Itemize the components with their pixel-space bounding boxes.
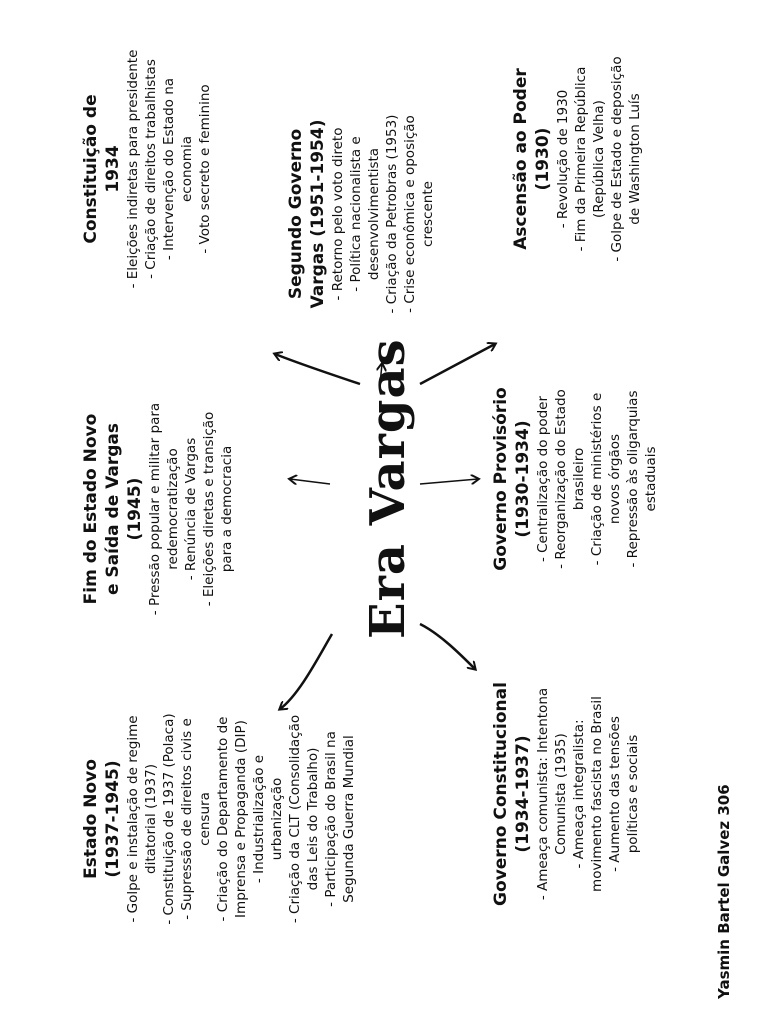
block-heading: Governo Constitucional (1934-1937) — [491, 682, 533, 906]
list-item: para a democracia — [219, 445, 235, 573]
list-item: - Criação da Petrobras (1953) — [384, 114, 400, 314]
block-items — [124, 669, 358, 969]
block-heading: Ascensão ao Poder (1930) — [511, 68, 553, 250]
block-items — [124, 19, 214, 319]
list-item: - Constituição de 1937 (Polaca) — [161, 713, 177, 925]
block-heading: Segundo Governo Vargas (1951-1954) — [286, 119, 328, 309]
list-item: - Política nacionalista e — [348, 136, 364, 292]
list-item: (República Velha) — [591, 100, 607, 218]
list-item: - Repressão às oligarquias — [625, 390, 641, 568]
list-item: - Criação da CLT (Consolidação — [287, 714, 303, 924]
list-item: - Criação de ministérios e — [589, 392, 605, 566]
list-item: - Ameaça comunista: Intentona — [535, 687, 551, 901]
list-item: redemocratização — [165, 448, 181, 570]
block-items — [534, 659, 642, 929]
list-item: - Crise econômica e oposição — [402, 115, 418, 313]
list-item: crescente — [420, 181, 436, 247]
block-heading: Constituição de 1934 — [81, 94, 123, 244]
list-item: - Reorganização do Estado — [553, 389, 569, 569]
list-item: estaduais — [643, 446, 659, 512]
list-item: Imprensa e Propaganda (DIP) — [233, 720, 249, 918]
list-item: - Centralização do poder — [535, 395, 551, 563]
constituicao-1934-block — [80, 19, 214, 319]
list-item: censura — [197, 792, 213, 846]
block-items — [534, 359, 660, 599]
main-title: Era Vargas — [360, 338, 416, 639]
list-item: - Voto secreto e feminino — [197, 84, 213, 254]
list-item: - Revolução de 1930 — [555, 89, 571, 229]
list-item: movimento fascista no Brasil — [589, 696, 605, 892]
block-items — [329, 94, 437, 334]
arrow-to-governo-constitucional — [420, 624, 475, 669]
list-item: novos órgãos — [607, 433, 623, 525]
list-item: - Fim da Primeira República — [573, 66, 589, 252]
list-item: - Eleições diretas e transição — [201, 411, 217, 607]
list-item: políticas e sociais — [625, 734, 641, 854]
list-item: ditatorial (1937) — [143, 764, 159, 874]
author-signature: Yasmin Bartel Galvez 306 — [715, 784, 733, 999]
list-item: - Participação do Brasil na — [323, 731, 339, 907]
list-item: brasileiro — [571, 447, 587, 511]
block-heading: Fim do Estado Novo e Saída de Vargas (1945) — [81, 413, 145, 605]
list-item: desenvolvimentista — [366, 147, 382, 281]
arrow-to-constituicao — [275, 354, 360, 384]
estado-novo-block — [80, 669, 358, 969]
segundo-governo-block — [285, 94, 437, 334]
list-item: - Intervenção do Estado na — [161, 77, 177, 261]
list-item: das Leis do Trabalho) — [305, 747, 321, 891]
list-item: economia — [179, 136, 195, 202]
list-item: - Criação do Departamento de — [215, 716, 231, 922]
list-item: - Ameaça integralista: — [571, 719, 587, 869]
list-item: de Washington Luís — [627, 93, 643, 225]
list-item: - Criação de direitos trabalhistas — [143, 59, 159, 279]
list-item: - Eleições indiretas para presidente — [125, 49, 141, 289]
list-item: - Industrialização e — [251, 754, 267, 884]
governo-constitucional-block — [490, 659, 642, 929]
block-heading: Estado Novo (1937-1945) — [81, 759, 123, 879]
list-item: - Golpe e instalação de regime — [125, 715, 141, 923]
arrow-to-governo-provisorio — [420, 479, 478, 484]
list-item: - Golpe de Estado e deposição — [609, 56, 625, 262]
ascensao-block — [510, 29, 644, 289]
list-item: - Aumento das tensões — [607, 716, 623, 872]
fim-estado-novo-block — [80, 379, 236, 639]
list-item: Comunista (1935) — [553, 733, 569, 855]
block-items — [146, 379, 236, 639]
block-heading: Governo Provisório (1930-1934) — [491, 387, 533, 571]
list-item: Segunda Guerra Mundial — [341, 735, 357, 903]
arrow-to-ascensao — [420, 344, 495, 384]
arrow-to-fim-estado-novo — [290, 479, 330, 484]
list-item: - Pressão popular e militar para — [147, 402, 163, 616]
list-item: - Retorno pelo voto direto — [330, 127, 346, 301]
governo-provisorio-block — [490, 359, 660, 599]
list-item: urbanização — [269, 777, 285, 861]
block-items — [554, 29, 644, 289]
list-item: - Renúncia de Vargas — [183, 437, 199, 581]
list-item: - Supressão de direitos civis e — [179, 718, 195, 920]
